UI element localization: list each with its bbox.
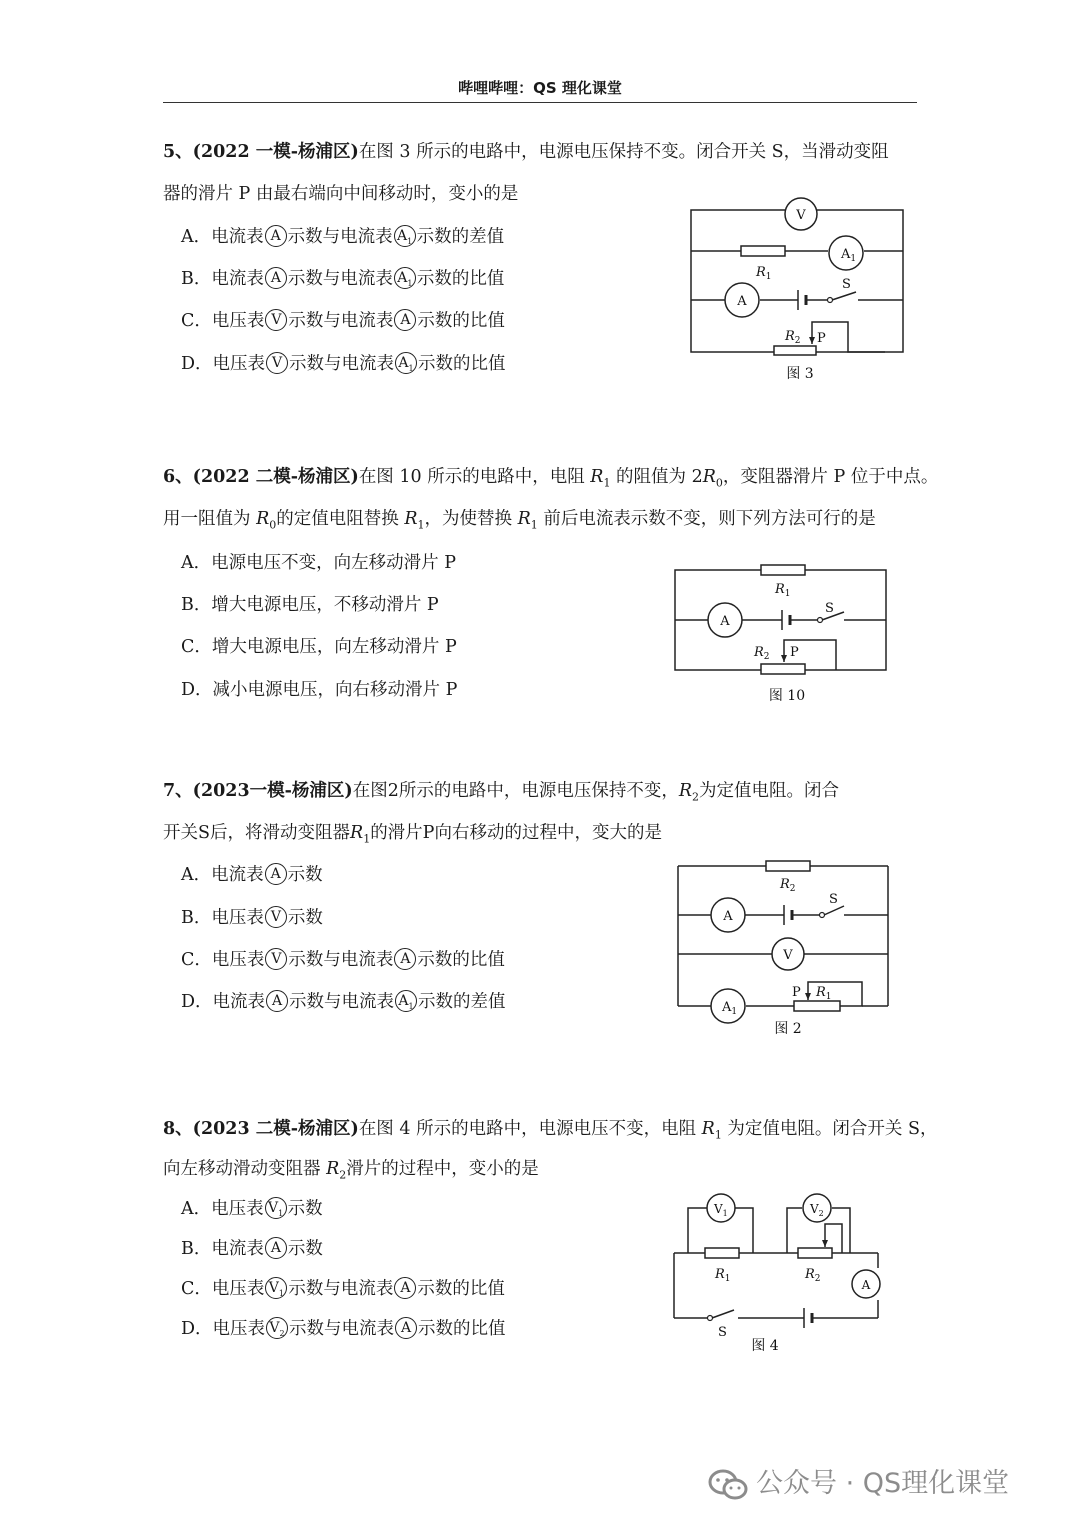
wechat-icon bbox=[708, 1468, 748, 1502]
q8-option-d[interactable]: D．电压表 $V_2$ 示数与电流表 A 示数的比值 bbox=[181, 1317, 506, 1341]
voltmeter-symbol: V bbox=[266, 352, 288, 374]
resistor-r2 bbox=[766, 861, 810, 871]
svg-text:V2: $V_2$ bbox=[810, 1202, 824, 1218]
ammeter-symbol: A bbox=[266, 990, 288, 1012]
q5-stem-line1 bbox=[163, 140, 889, 164]
svg-text:P: P bbox=[792, 985, 801, 1000]
page-header: 哔哩哔哩：QS 理化课堂 bbox=[163, 76, 917, 103]
ammeter-a1-symbol: $A_1$ bbox=[395, 352, 417, 374]
svg-text:R1: $R_1$ bbox=[816, 985, 832, 1002]
q5-stem-line2: 器的滑片 P 由最右端向中间移动时，变小的是 bbox=[163, 184, 519, 204]
ammeter-symbol: A bbox=[265, 1237, 287, 1259]
rheostat-r2 bbox=[761, 664, 805, 674]
q7-option-c[interactable]: C．电压表 V 示数与电流表 A 示数的比值 bbox=[181, 948, 505, 972]
option-text: 示数的比值 bbox=[417, 311, 505, 331]
figure-caption: 图 4 bbox=[751, 1338, 779, 1354]
option-text: 电流表 bbox=[211, 227, 264, 247]
figure-4-circuit bbox=[670, 1190, 890, 1360]
q7-option-a[interactable]: A．电流表 A 示数 bbox=[181, 863, 323, 887]
svg-text:A1: $A_1$ bbox=[722, 1000, 738, 1017]
q5-option-d[interactable] bbox=[181, 352, 506, 376]
svg-text:R1: $R_1$ bbox=[756, 265, 772, 282]
figure-2-circuit bbox=[676, 856, 896, 1046]
q8-stem-line1: 8、(2023 二模-杨浦区)在图 4 所示的电路中，电源电压不变，电阻 $R_1$ 为定值电阻。闭合开关 S， bbox=[163, 1119, 938, 1142]
ammeter-symbol: A bbox=[265, 267, 287, 289]
voltmeter-v2-symbol: $V_2$ bbox=[266, 1317, 288, 1339]
voltmeter-symbol: V bbox=[265, 309, 287, 331]
option-text: 电压表 bbox=[212, 354, 266, 374]
q5-option-b[interactable] bbox=[181, 267, 504, 291]
watermark: 公众号 · QS理化课堂 bbox=[708, 1462, 1009, 1506]
q7-stem-line1: 7、(2023一模-杨浦区)在图2所示的电路中，电源电压保持不变，$R_2$为定值电阻。闭合 bbox=[163, 781, 840, 804]
voltmeter-symbol: V bbox=[265, 948, 287, 970]
option-letter: C． bbox=[181, 311, 212, 331]
resistor-r1 bbox=[705, 1248, 739, 1258]
switch-s bbox=[712, 1310, 734, 1318]
option-letter: A． bbox=[181, 227, 212, 247]
q8-option-b[interactable]: B．电流表 A 示数 bbox=[181, 1237, 323, 1261]
svg-text:R1: $R_1$ bbox=[715, 1267, 731, 1284]
ammeter-symbol: A bbox=[395, 1317, 417, 1339]
voltmeter-symbol: V bbox=[265, 906, 287, 928]
svg-text:P: P bbox=[817, 331, 826, 346]
resistor-r1 bbox=[761, 565, 805, 575]
q7-number: 7、(2023一模-杨浦区) bbox=[163, 781, 353, 801]
q5-number: 5、(2022 一模-杨浦区) bbox=[163, 142, 359, 162]
ammeter-symbol: A bbox=[394, 309, 416, 331]
option-letter: D． bbox=[181, 354, 213, 374]
svg-text:R1: $R_1$ bbox=[775, 582, 791, 599]
option-text: 示数与电流表 bbox=[289, 354, 395, 374]
figure-3-circuit bbox=[688, 196, 908, 386]
q5-text1: 在图 3 所示的电路中，电源电压保持不变。闭合开关 S，当滑动变阻 bbox=[358, 142, 889, 162]
svg-text:S: S bbox=[842, 277, 851, 292]
svg-text:V1: $V_1$ bbox=[714, 1202, 728, 1218]
option-text: 示数的比值 bbox=[418, 354, 506, 374]
switch-s bbox=[824, 906, 844, 915]
option-text: 示数的差值 bbox=[416, 227, 505, 247]
ammeter-a1-symbol: $A_1$ bbox=[394, 267, 416, 289]
option-letter: B． bbox=[181, 269, 212, 289]
option-text: 电流表 bbox=[211, 269, 264, 289]
svg-text:A1: $A_1$ bbox=[841, 247, 857, 264]
q6-option-d[interactable]: D．减小电源电压，向右移动滑片 P bbox=[181, 680, 458, 700]
q5-option-c[interactable] bbox=[181, 309, 505, 333]
svg-text:A: A bbox=[861, 1278, 871, 1292]
option-text: 示数与电流表 bbox=[287, 269, 393, 289]
resistor-r1 bbox=[741, 246, 785, 256]
option-text: 示数与电流表 bbox=[288, 311, 394, 331]
ammeter-symbol: A bbox=[394, 1277, 416, 1299]
svg-text:S: S bbox=[829, 892, 838, 907]
svg-text:P: P bbox=[790, 645, 799, 660]
option-text: 电压表 bbox=[211, 311, 265, 331]
circuit-outer-wire bbox=[691, 210, 903, 352]
q5-option-a[interactable] bbox=[181, 225, 504, 249]
svg-text:R2: $R_2$ bbox=[780, 877, 796, 894]
svg-text:A: A bbox=[723, 909, 733, 924]
rheostat-r1 bbox=[794, 1001, 840, 1011]
figure-caption: 图 10 bbox=[768, 688, 806, 704]
svg-text:R2: $R_2$ bbox=[754, 645, 770, 662]
svg-text:R2: $R_2$ bbox=[785, 329, 801, 346]
q6-stem-line2: 用一阻值为 $R_0$的定值电阻替换 $R_1$，为使替换 $R_1$ 前后电流表示数不变，则下列方法可行的是 bbox=[163, 509, 876, 532]
ammeter-symbol: A bbox=[265, 225, 287, 247]
q6-number: 6、(2022 二模-杨浦区) bbox=[163, 467, 359, 487]
ammeter-a1-symbol: $A_1$ bbox=[394, 225, 416, 247]
svg-text:A: A bbox=[720, 614, 730, 629]
switch-s bbox=[832, 292, 856, 300]
q7-option-b[interactable]: B．电压表 V 示数 bbox=[181, 906, 323, 930]
svg-text:S: S bbox=[718, 1325, 727, 1340]
svg-text:V: V bbox=[783, 948, 793, 963]
ammeter-symbol: A bbox=[394, 948, 416, 970]
figure-caption: 图 3 bbox=[786, 366, 814, 382]
ammeter-a1-symbol: $A_1$ bbox=[395, 990, 417, 1012]
q6-option-c[interactable]: C．增大电源电压，向左移动滑片 P bbox=[181, 637, 457, 657]
option-text: 示数与电流表 bbox=[287, 227, 393, 247]
svg-text:V: V bbox=[796, 208, 806, 223]
q8-number: 8、(2023 二模-杨浦区) bbox=[163, 1119, 359, 1139]
figure-caption: 图 2 bbox=[774, 1021, 802, 1037]
q6-stem-line1: 6、(2022 二模-杨浦区)在图 10 所示的电路中，电阻 $R_1$ 的阻值为 $2R_0$，变阻器滑片 P 位于中点。 bbox=[163, 467, 939, 490]
q7-option-d[interactable]: D．电流表 A 示数与电流表 $A_1$ 示数的差值 bbox=[181, 990, 506, 1014]
q6-option-b[interactable]: B．增大电源电压，不移动滑片 P bbox=[181, 595, 439, 615]
rheostat-r2 bbox=[774, 346, 816, 355]
q8-stem-line2: 向左移动滑动变阻器 $R_2$滑片的过程中，变小的是 bbox=[163, 1159, 539, 1182]
option-text: 示数的比值 bbox=[416, 269, 505, 289]
figure-10-circuit bbox=[672, 560, 892, 710]
svg-text:R2: $R_2$ bbox=[805, 1267, 821, 1284]
q7-stem-line2: 开关S后，将滑动变阻器$R_1$的滑片P向右移动的过程中，变大的是 bbox=[163, 823, 662, 846]
q6-option-a[interactable]: A．电源电压不变，向左移动滑片 P bbox=[181, 553, 456, 573]
q8-option-a[interactable]: A．电压表 $V_1$ 示数 bbox=[181, 1197, 323, 1221]
svg-text:S: S bbox=[825, 601, 834, 616]
q8-option-c[interactable]: C．电压表 $V_1$ 示数与电流表 A 示数的比值 bbox=[181, 1277, 505, 1301]
ammeter-symbol: A bbox=[265, 863, 287, 885]
voltmeter-v1-symbol: $V_1$ bbox=[265, 1197, 287, 1219]
voltmeter-v1-symbol: $V_1$ bbox=[265, 1277, 287, 1299]
rheostat-r2 bbox=[798, 1248, 832, 1258]
svg-text:A: A bbox=[737, 294, 747, 309]
